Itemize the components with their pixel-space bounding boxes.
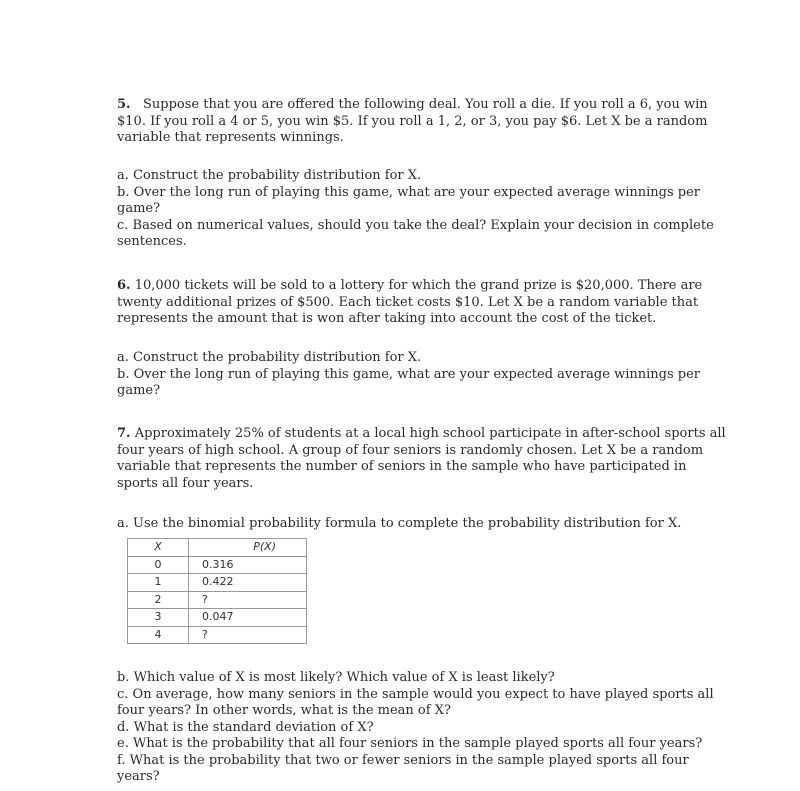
question-5c-cont: sentences. (117, 234, 187, 249)
problem-7-text-3: variable that represents the number of seniors in the sample who have participated in (117, 459, 687, 474)
table-row (128, 556, 307, 574)
table-cell-px: 0.316 (189, 556, 307, 574)
question-6b: b. Over the long run of playing this game, what are your expected average winnings per (117, 366, 700, 382)
table-row (128, 626, 307, 644)
table-row (128, 591, 307, 609)
question-7d: d. What is the standard deviation of X? (117, 719, 374, 735)
question-7c: c. On average, how many seniors in the sample would you expect to have played sports all (117, 686, 714, 702)
question-7f-cont: years? (117, 769, 160, 784)
question-7a (117, 516, 681, 533)
problem-5-line-1 (117, 97, 708, 114)
problem-5-text-2: $10. If you roll a 4 or 5, you win $5. If you roll a 1, 2, or 3, you pay $6. Let X be a random (117, 113, 708, 129)
problem-6-text-3: represents the amount that is won after taking into account the cost of the ticket. (117, 311, 657, 326)
question-7a-text: a. Use the binomial probability formula to complete the probability distribution for X. (117, 516, 682, 531)
question-6b-cont: game? (117, 383, 161, 398)
problem-7 (117, 426, 726, 492)
table-cell-px: 0.422 (189, 574, 307, 592)
problem-5-text-3: variable that represents winnings. (117, 130, 344, 145)
problem-5-text-1: Suppose that you are offered the following deal. You roll a die. If you roll a 6, you win (142, 97, 708, 112)
question-7b: b. Which value of X is most likely? Which value of X is least likely? (117, 670, 555, 685)
table-row (128, 609, 307, 627)
problem-6-line-1 (117, 278, 702, 295)
question-6a: a. Construct the probability distribution for X. (117, 350, 422, 365)
table-cell-x: 4 (128, 626, 189, 644)
question-5c: c. Based on numerical values, should you take the deal? Explain your decision in complete (117, 217, 714, 233)
table-cell-x: 1 (128, 574, 189, 592)
problem-6-text-2: twenty additional prizes of $500. Each ticket costs $10. Let X be a random variable that (117, 294, 699, 310)
table-cell-x: 3 (128, 609, 189, 627)
table-header-row (128, 539, 307, 557)
problem-7-line-1 (117, 426, 726, 443)
question-7e: e. What is the probability that all four seniors in the sample played sports all four years? (117, 736, 703, 751)
question-7f: f. What is the probability that two or fewer seniors in the sample played sports all four (117, 752, 689, 768)
problem-6-number: 6. (117, 278, 131, 293)
problem-6-text-1: 10,000 tickets will be sold to a lottery for which the grand prize is $20,000. There are (134, 278, 703, 293)
probability-distribution-table (127, 538, 307, 644)
table-header-px: P(X) (189, 539, 307, 557)
question-5b-cont: game? (117, 201, 161, 216)
table-cell-x: 2 (128, 591, 189, 609)
problem-7-text-4: sports all four years. (117, 475, 254, 491)
problem-5-number: 5. (117, 97, 131, 112)
table-row (128, 574, 307, 592)
table-header-x: X (128, 539, 189, 557)
table-cell-px: 0.047 (189, 609, 307, 627)
question-7c-cont: four years? In other words, what is the mean of X? (117, 703, 451, 718)
problem-7-number: 7. (117, 426, 131, 441)
problem-5-questions (117, 168, 714, 251)
problem-6-questions (117, 350, 700, 400)
table-cell-x: 0 (128, 556, 189, 574)
problem-6 (117, 278, 702, 328)
table-cell-px: ? (189, 591, 307, 609)
table-cell-px: ? (189, 626, 307, 644)
question-5b: b. Over the long run of playing this game, what are your expected average winnings per (117, 184, 700, 200)
problem-7-text-2: four years of high school. A group of four seniors is randomly chosen. Let X be a random (117, 442, 704, 458)
problem-7-questions (117, 670, 714, 786)
question-5a: a. Construct the probability distribution for X. (117, 168, 422, 183)
problem-5 (117, 97, 708, 147)
problem-7-text-1: Approximately 25% of students at a local high school participate in after-school sports all (134, 426, 726, 441)
